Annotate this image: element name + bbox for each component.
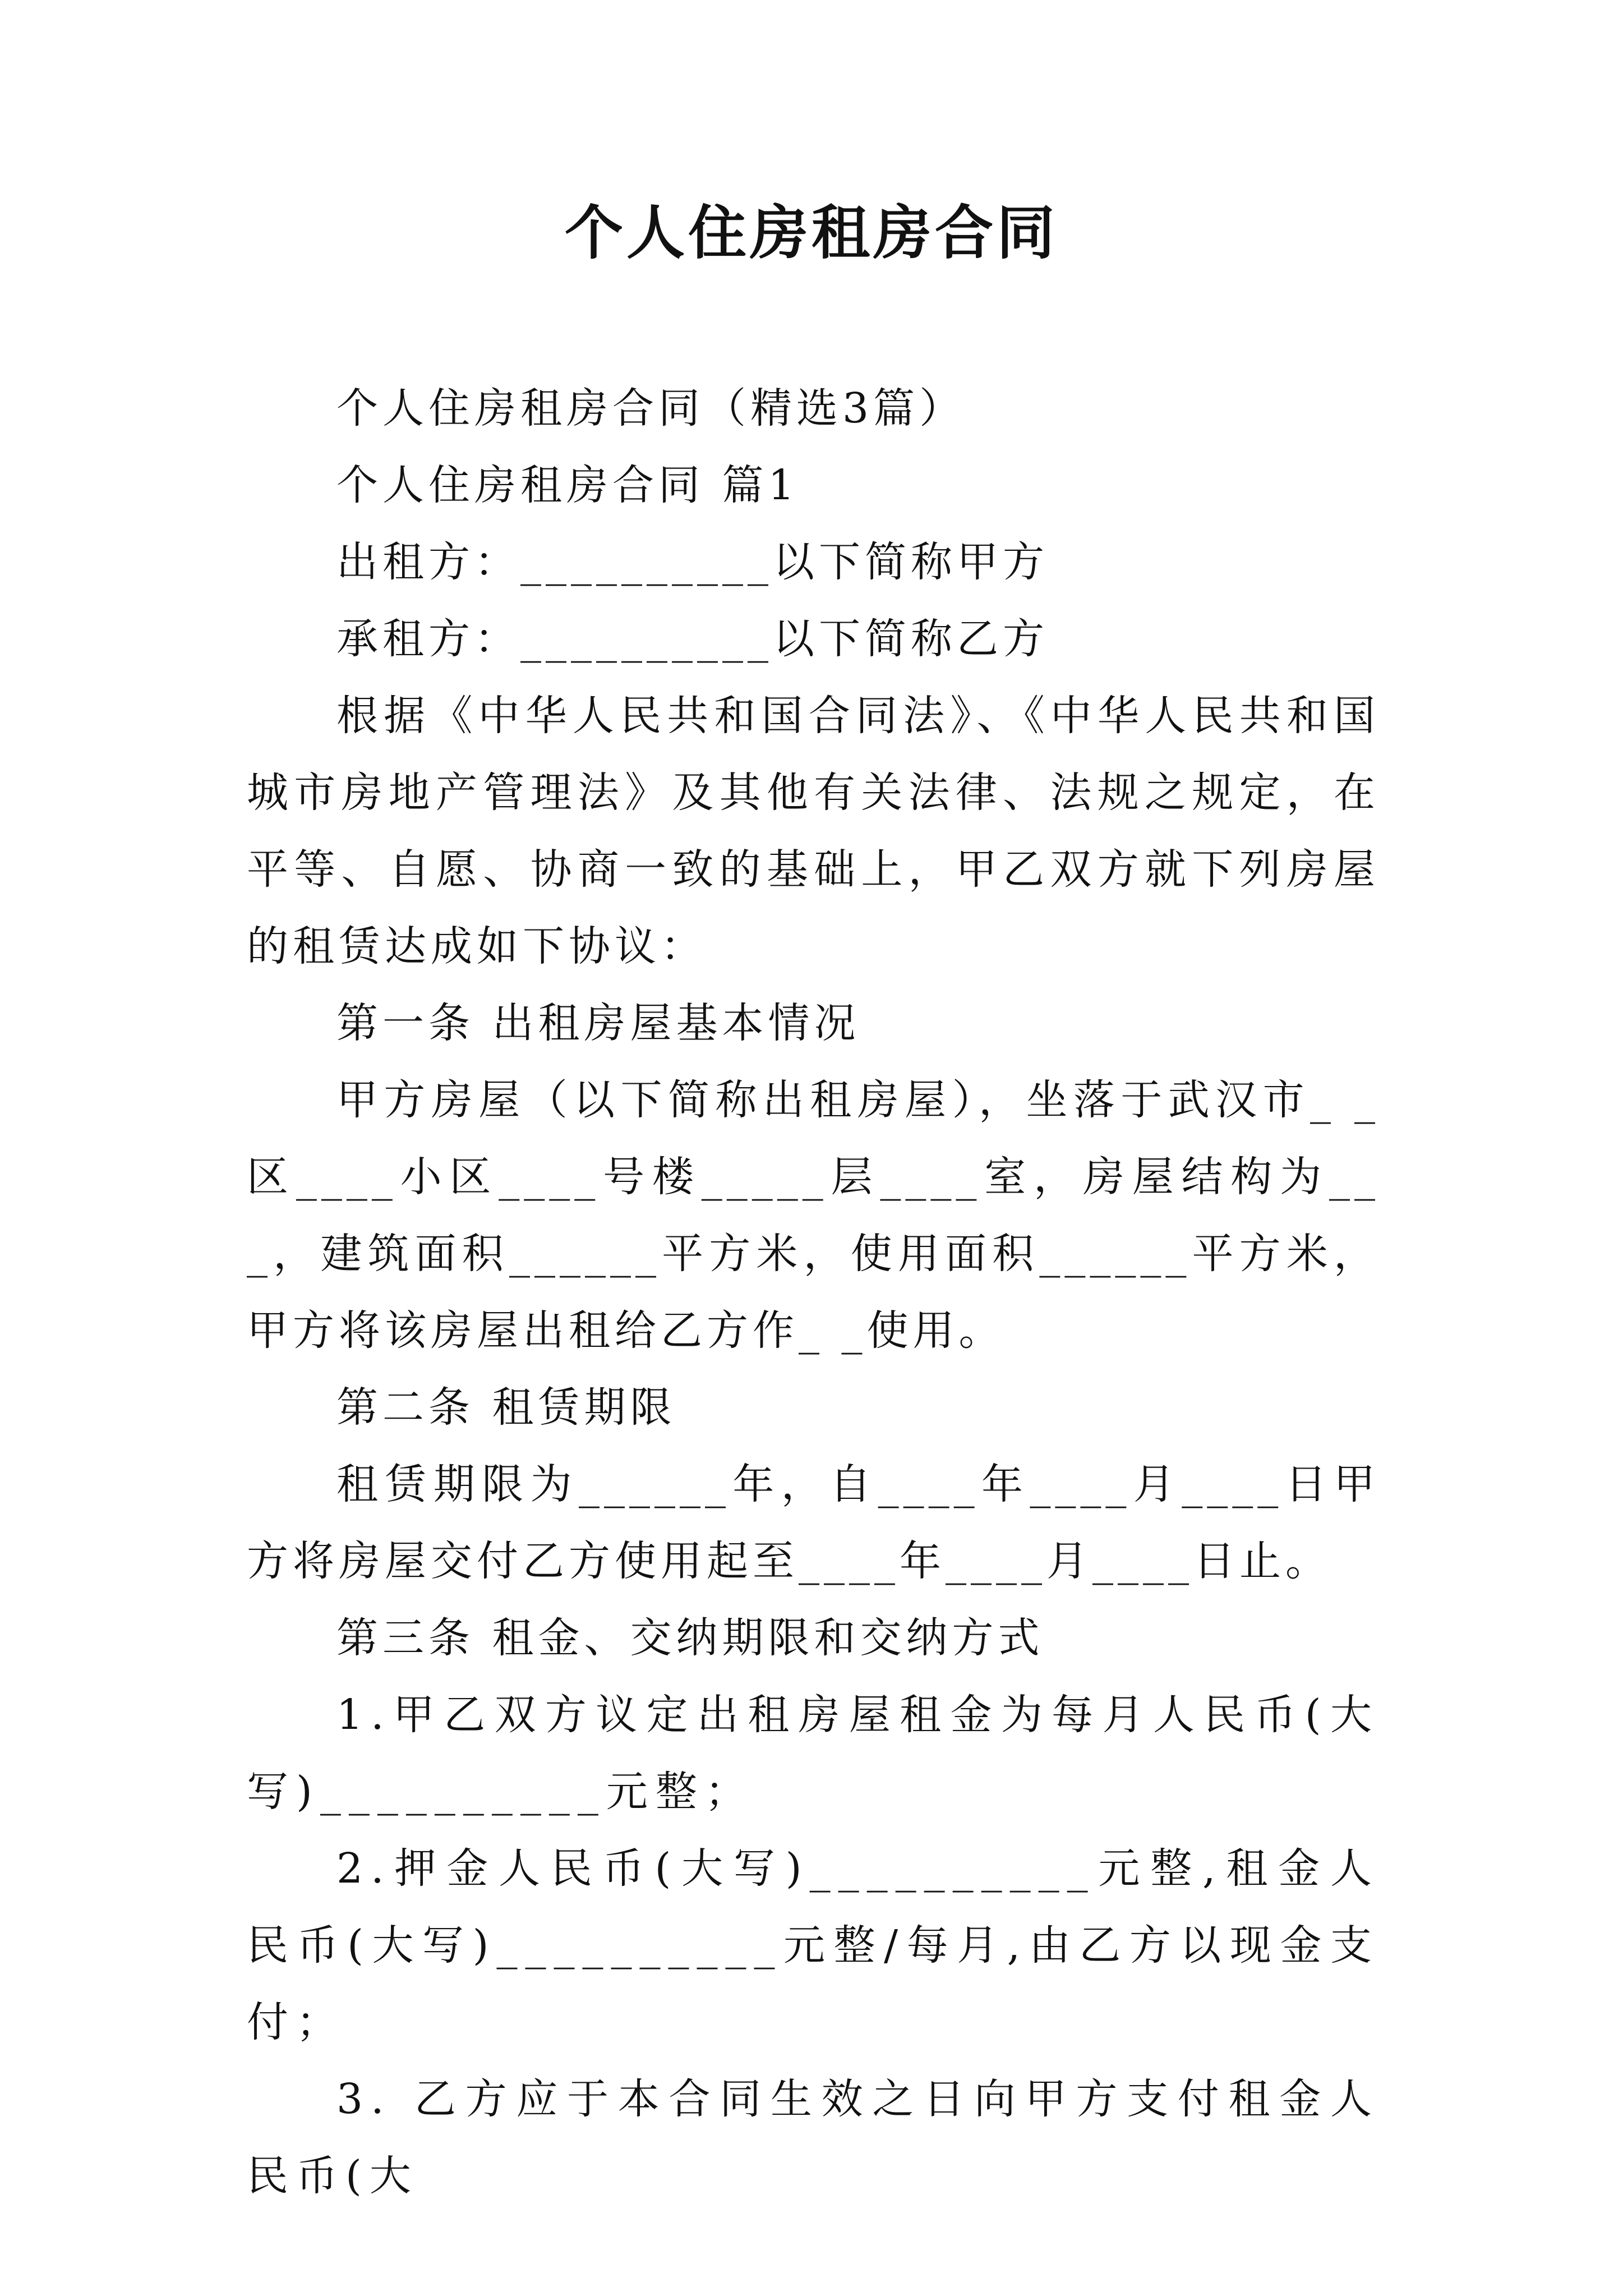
article-heading: 第二条 租赁期限 bbox=[336, 1383, 676, 1432]
subtitle-paragraph: 个人住房租房合同（精选3篇） bbox=[336, 384, 966, 432]
article-heading: 第三条 租金、交纳期限和交纳方式 bbox=[336, 1614, 1044, 1662]
article-paragraph: 甲方房屋（以下简称出租房屋），坐落于武汉市_ _区____小区____号楼_____层____室，房屋结构为___，建筑面积______平方米，使用面积______平方米，甲方将该房屋出租给乙方作_ _使用。 bbox=[247, 1076, 1380, 1355]
clause-paragraph: 1.甲乙双方议定出租房屋租金为每月人民币(大写)__________元整； bbox=[247, 1691, 1380, 1816]
preamble-paragraph: 根据《中华人民共和国合同法》、《中华人民共和国城市房地产管理法》及其他有关法律、法规之规定，在平等、自愿、协商一致的基础上，甲乙双方就下列房屋的租赁达成如下协议： bbox=[247, 692, 1380, 970]
document-body bbox=[247, 370, 1380, 2215]
article-paragraph: 租赁期限为______年，自____年____月____日甲方将房屋交付乙方使用起至____年____月____日止。 bbox=[247, 1460, 1380, 1585]
lessor-line: 出租方：__________以下简称甲方 bbox=[336, 538, 1049, 586]
clause-paragraph: 2.押金人民币(大写)__________元整,租金人民币(大写)__________元整/每月,由乙方以现金支付； bbox=[247, 1844, 1380, 2046]
section-heading: 个人住房租房合同 篇1 bbox=[336, 461, 799, 509]
clause-paragraph: 3. 乙方应于本合同生效之日向甲方支付租金人民币(大 bbox=[247, 2075, 1380, 2200]
lessee-line: 承租方：__________以下简称乙方 bbox=[336, 615, 1049, 663]
document-title: 个人住房租房合同 bbox=[564, 198, 1058, 267]
article-heading: 第一条 出租房屋基本情况 bbox=[336, 999, 860, 1047]
